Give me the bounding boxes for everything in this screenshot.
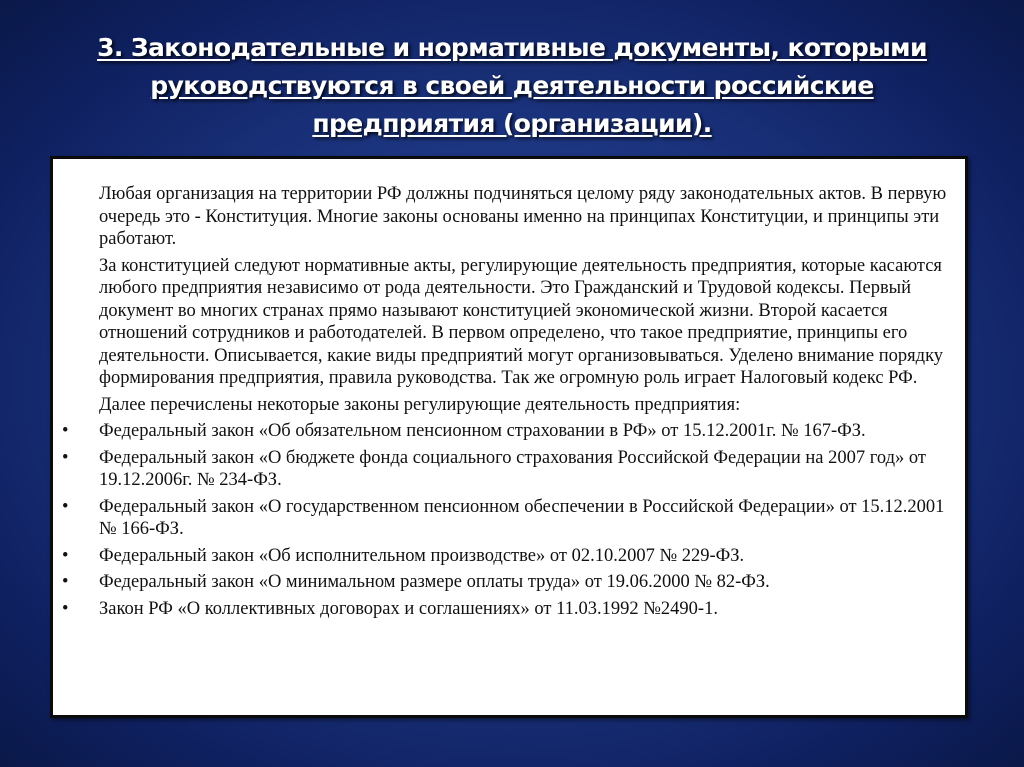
law-text: Закон РФ «О коллективных договорах и соглашениях» от 11.03.1992 №2490-1.	[99, 598, 718, 619]
bullet-icon: •	[62, 598, 69, 619]
bullet-icon: •	[62, 572, 69, 592]
text-block	[62, 183, 959, 624]
list-item	[62, 545, 959, 568]
law-text: Федеральный закон «О минимальном размере оплаты труда» от 19.06.2000 № 82-ФЗ.	[99, 572, 770, 592]
content-panel	[50, 156, 968, 718]
law-text: Федеральный закон «О государственном пенсионном обеспечении в Российской Федерации» от 15.12.2001 № 166-ФЗ.	[99, 496, 945, 539]
list-item	[62, 598, 959, 621]
bullet-icon: •	[62, 447, 69, 468]
bullet-icon: •	[62, 545, 69, 566]
title-line: руководствуются в своей деятельности российские	[150, 70, 874, 100]
law-text: Федеральный закон «Об исполнительном производстве» от 02.10.2007 № 229-ФЗ.	[99, 545, 745, 566]
slide-title	[40, 29, 984, 143]
law-text: Федеральный закон «Об обязательном пенсионном страховании в РФ» от 15.12.2001г. № 167-ФЗ.	[99, 421, 866, 441]
list-intro-paragraph: Далее перечислены некоторые законы регулирующие деятельность предприятия:	[99, 394, 741, 415]
bullet-icon: •	[62, 421, 69, 441]
bullet-icon: •	[62, 496, 69, 517]
list-item	[62, 571, 959, 594]
codes-paragraph: За конституцией следуют нормативные акты, регулирующие деятельность предприятия, которые касаются любого предприятия независимо от рода деятельности. Это Гражданский и Трудовой кодексы. Первый документ во многих странах прямо называют конституцией экономической жизни. Второй касается отношений сотрудников и работодателей. В первом определено, что такое предприятие, принципы его деятельности. Описывается, какие виды предприятий могут организовываться. Уделено внимание порядку формирования предприятия, правила руководства. Так же огромную роль играет Налоговый кодекс РФ.	[99, 255, 944, 388]
title-line: предприятия (организации).	[312, 108, 712, 138]
intro-paragraph: Любая организация на территории РФ должны подчиняться целому ряду законодательных актов. В первую очередь это - Конституция. Многие законы основаны именно на принципах Конституции, и принципы эти работают.	[99, 184, 947, 249]
law-text: Федеральный закон «О бюджете фонда социального страхования Российской Федерации на 2007 год» от 19.12.2006г. № 234-ФЗ.	[99, 447, 926, 490]
list-item	[62, 496, 959, 541]
law-list	[62, 420, 959, 620]
title-line: 3. Законодательные и нормативные документы, которыми	[97, 32, 927, 62]
list-item	[62, 420, 959, 443]
list-item	[62, 447, 959, 492]
